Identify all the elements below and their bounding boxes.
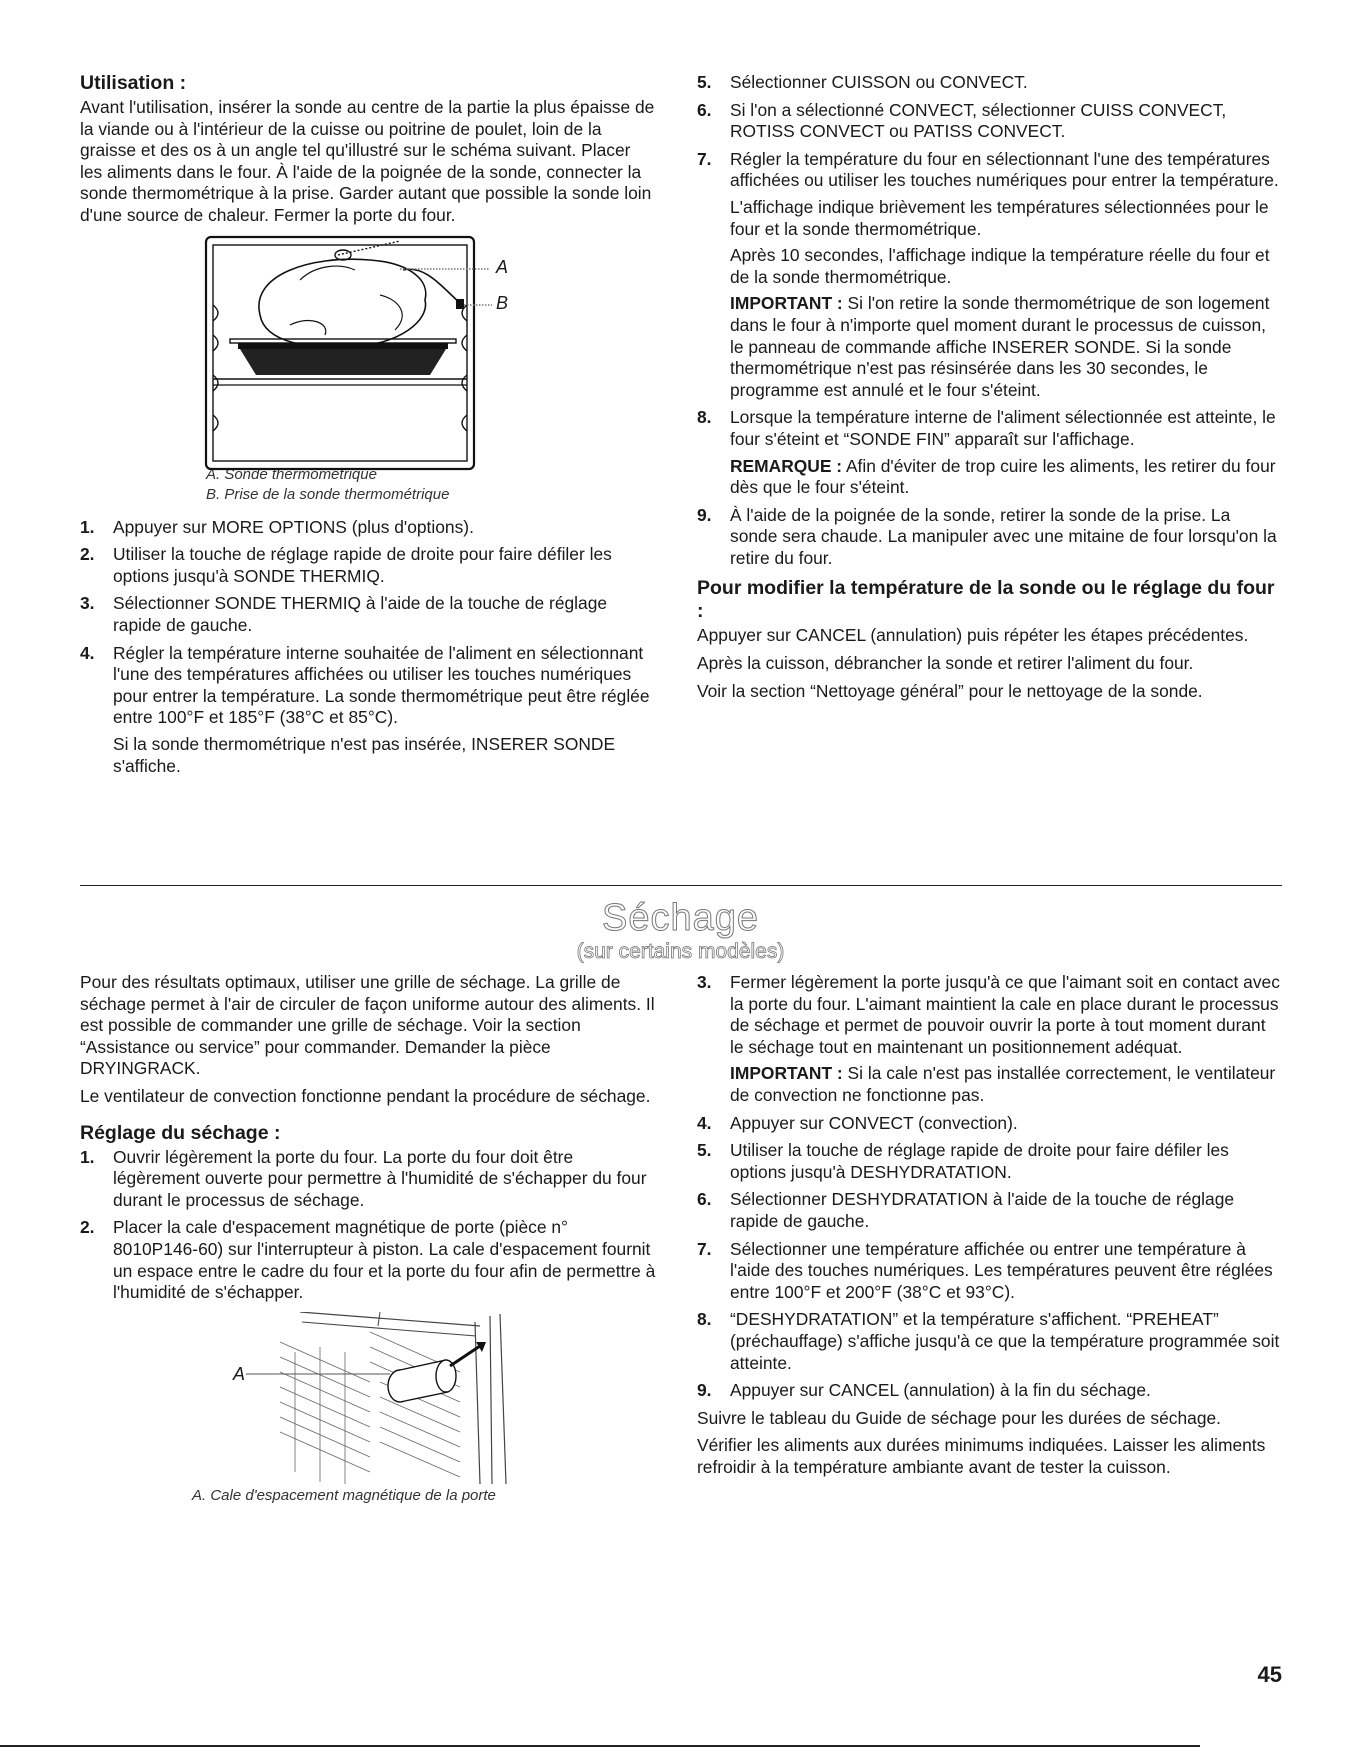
step-4 <box>80 643 657 778</box>
drying-step-9 <box>697 1380 1282 1402</box>
step-number: 5. <box>697 72 712 92</box>
section-subtitle: (sur certains modèles) <box>576 940 785 963</box>
step-number: 8. <box>697 407 712 428</box>
modify-paragraph-3: Voir la section “Nettoyage général” pour le nettoyage de la sonde. <box>697 680 1203 701</box>
probe-caption-b: B. Prise de la sonde thermométrique <box>206 485 450 503</box>
step-7 <box>697 149 1282 402</box>
bottom-left-column <box>80 972 657 1506</box>
step-number: 6. <box>697 99 712 120</box>
remark-note <box>730 456 1282 499</box>
step-text: Appuyer sur CANCEL (annulation) à la fin du séchage. <box>730 1380 1151 1401</box>
step-text: Sélectionner SONDE THERMIQ à l'aide de la touche de réglage rapide de gauche. <box>113 593 608 635</box>
important-note <box>730 1063 1282 1106</box>
step-text: Placer la cale d'espacement magnétique de porte (pièce n° 8010P146-60) sur l'interrupteur à piston. La cale d'espacement fournit un espace entre le cadre du four et la porte du four afin de permettre à l'humidité de s'échapper. <box>113 1217 656 1303</box>
drying-step-3 <box>697 972 1282 1107</box>
step-number: 9. <box>697 1380 712 1401</box>
step-text: Lorsque la température interne de l'aliment sélectionnée est atteinte, le four s'éteint et “SONDE FIN” apparaît sur l'affichage. <box>730 407 1276 449</box>
door-spacer-illustration <box>80 1312 657 1488</box>
important-note <box>730 293 1282 401</box>
step-text: Régler la température du four en sélectionnant l'une des températures affichées ou utiliser les touches numériques pour entrer la température. <box>730 148 1279 191</box>
bottom-right-column <box>697 972 1282 1484</box>
important-text: Si la cale n'est pas installée correctement, le ventilateur de convection ne fonctionne pas. <box>730 1063 1276 1105</box>
drying-fan-note: Le ventilateur de convection fonctionne pendant la procédure de séchage. <box>80 1085 651 1106</box>
step-number: 7. <box>697 148 712 169</box>
step-paragraph: Après 10 secondes, l'affichage indique la température réelle du four et de la sonde thermométrique. <box>730 245 1270 287</box>
step-text: Fermer légèrement la porte jusqu'à ce que l'aimant soit en contact avec la porte du four. L'aimant maintient la cale en place durant le processus de séchage et permet de pouvoir ouvrir la porte à tout moment durant le séchage tout en maintenant un positionnement adéquat. <box>730 972 1280 1057</box>
step-1 <box>80 517 657 539</box>
drying-step-2 <box>80 1217 657 1303</box>
modify-paragraph-1: Appuyer sur CANCEL (annulation) puis répéter les étapes précédentes. <box>697 625 1249 646</box>
step-text: Appuyer sur CONVECT (convection). <box>730 1112 1018 1133</box>
important-label: IMPORTANT : <box>730 1063 843 1084</box>
oven-probe-illustration <box>80 235 657 487</box>
drying-intro: Pour des résultats optimaux, utiliser une grille de séchage. La grille de séchage permet à l'air de circuler de façon uniforme autour des aliments. Il est possible de commander une grille de séchage. Voir la section “Assistance ou service” pour commander. Demander la pièce DRYINGRACK. <box>80 972 655 1079</box>
drying-check-note: Vérifier les aliments aux durées minimums indiquées. Laisser les aliments refroidir à la température ambiante avant de tester la cuisson. <box>697 1435 1266 1477</box>
probe-steps-list <box>80 517 657 778</box>
spacer-caption: A. Cale d'espacement magnétique de la porte <box>192 1486 496 1504</box>
probe-caption-a: A. Sonde thermométrique <box>206 465 377 483</box>
top-right-column <box>697 72 1282 708</box>
step-paragraph: L'affichage indique brièvement les températures sélectionnées pour le four et la sonde thermométrique. <box>730 196 1269 239</box>
drying-step-8 <box>697 1309 1282 1374</box>
step-number: 4. <box>80 642 95 663</box>
probe-label-a: A <box>496 256 509 277</box>
modify-probe-heading: Pour modifier la température de la sonde ou le réglage du four : <box>697 577 1275 623</box>
drying-step-4 <box>697 1113 1282 1135</box>
step-9 <box>697 505 1282 570</box>
utilisation-intro: Avant l'utilisation, insérer la sonde au centre de la partie la plus épaisse de la viande ou à l'intérieur de la cuisse ou poitrine de poulet, loin de la graisse et des os à un angle tel qu'illustré sur le schéma suivant. Placer les aliments dans le four. À l'aide de la poignée de la sonde, connecter la sonde thermométrique à la prise. Garder autant que possible la sonde loin d'une source de chaleur. Fermer la porte du four. <box>80 97 655 225</box>
step-text: Sélectionner CUISSON ou CONVECT. <box>730 72 1028 92</box>
top-left-column <box>80 72 657 783</box>
spacer-label-a: A <box>233 1363 246 1384</box>
step-number: 4. <box>697 1112 712 1133</box>
probe-label-b: B <box>496 292 509 313</box>
step-6 <box>697 100 1282 143</box>
drying-step-5 <box>697 1140 1282 1183</box>
remark-text: Afin d'éviter de trop cuire les aliments, les retirer du four dès que le four s'éteint. <box>730 455 1276 498</box>
step-text: Si l'on a sélectionné CONVECT, sélectionner CUISS CONVECT, ROTISS CONVECT ou PATISS CONVECT. <box>730 99 1227 142</box>
step-note: Si la sonde thermométrique n'est pas insérée, INSERER SONDE s'affiche. <box>113 733 616 776</box>
footer-rule <box>0 1745 1200 1747</box>
probe-steps-list-continued <box>697 72 1282 569</box>
drying-step-6 <box>697 1189 1282 1232</box>
drying-steps-list <box>80 1147 657 1304</box>
step-number: 6. <box>697 1189 712 1210</box>
step-text: Utiliser la touche de réglage rapide de droite pour faire défiler les options jusqu'à SONDE THERMIQ. <box>113 544 612 586</box>
drying-setup-heading: Réglage du séchage : <box>80 1121 281 1144</box>
step-text: Sélectionner DESHYDRATATION à l'aide de la touche de réglage rapide de gauche. <box>730 1189 1235 1231</box>
step-text: Sélectionner une température affichée ou entrer une température à l'aide des touches numériques. Les températures peuvent être réglées entre 100°F et 200°F (38°C et 93°C). <box>730 1238 1273 1302</box>
step-number: 3. <box>80 593 95 614</box>
step-number: 2. <box>80 1217 95 1238</box>
step-number: 1. <box>80 516 95 537</box>
step-8 <box>697 407 1282 498</box>
step-number: 9. <box>697 504 712 525</box>
page-number: 45 <box>1257 1662 1282 1687</box>
step-text: Appuyer sur MORE OPTIONS (plus d'options). <box>113 516 474 537</box>
step-text: Utiliser la touche de réglage rapide de droite pour faire défiler les options jusqu'à DESHYDRATATION. <box>730 1140 1229 1182</box>
section-title: Séchage <box>601 897 759 939</box>
step-5 <box>697 72 1282 94</box>
step-text: “DESHYDRATATION” et la température s'affichent. “PREHEAT” (préchauffage) s'affiche jusqu'à ce que la température programmée soit atteinte. <box>730 1309 1280 1373</box>
remark-label: REMARQUE : <box>730 455 843 476</box>
modify-paragraph-2: Après la cuisson, débrancher la sonde et retirer l'aliment du four. <box>697 653 1194 674</box>
step-3 <box>80 593 657 636</box>
step-number: 3. <box>697 972 712 992</box>
step-text: Ouvrir légèrement la porte du four. La porte du four doit être légèrement ouverte pour permettre à l'humidité de s'échapper du four durant le processus de séchage. <box>113 1146 647 1210</box>
step-number: 5. <box>697 1140 712 1161</box>
step-number: 2. <box>80 544 95 565</box>
important-label: IMPORTANT : <box>730 293 843 314</box>
step-text: À l'aide de la poignée de la sonde, retirer la sonde de la prise. La sonde sera chaude. La manipuler avec une mitaine de four lorsqu'on la retire du four. <box>730 504 1277 568</box>
oven-probe-figure <box>80 235 657 487</box>
door-spacer-figure <box>80 1312 657 1488</box>
step-number: 7. <box>697 1238 712 1259</box>
step-text: Régler la température interne souhaitée de l'aliment en sélectionnant l'une des températures affichées ou utiliser les touches numériques pour entrer la température. La sonde thermométrique peut être réglée entre 100°F et 185°F (38°C et 85°C). <box>113 642 650 728</box>
section-divider <box>80 885 1282 886</box>
drying-guide-note: Suivre le tableau du Guide de séchage pour les durées de séchage. <box>697 1407 1222 1428</box>
drying-step-1 <box>80 1147 657 1212</box>
drying-steps-list-continued <box>697 972 1282 1402</box>
drying-step-7 <box>697 1239 1282 1304</box>
step-number: 1. <box>80 1146 95 1167</box>
utilisation-heading: Utilisation : <box>80 72 187 94</box>
step-2 <box>80 544 657 587</box>
step-number: 8. <box>697 1309 712 1330</box>
important-text: Si l'on retire la sonde thermométrique de son logement dans le four à n'importe quel moment durant le processus de cuisson, le panneau de commande affiche INSERER SONDE. Si la sonde thermométrique n'est pas résinsérée dans les 30 secondes, le programme est annulé et le four s'éteint. <box>730 293 1270 400</box>
